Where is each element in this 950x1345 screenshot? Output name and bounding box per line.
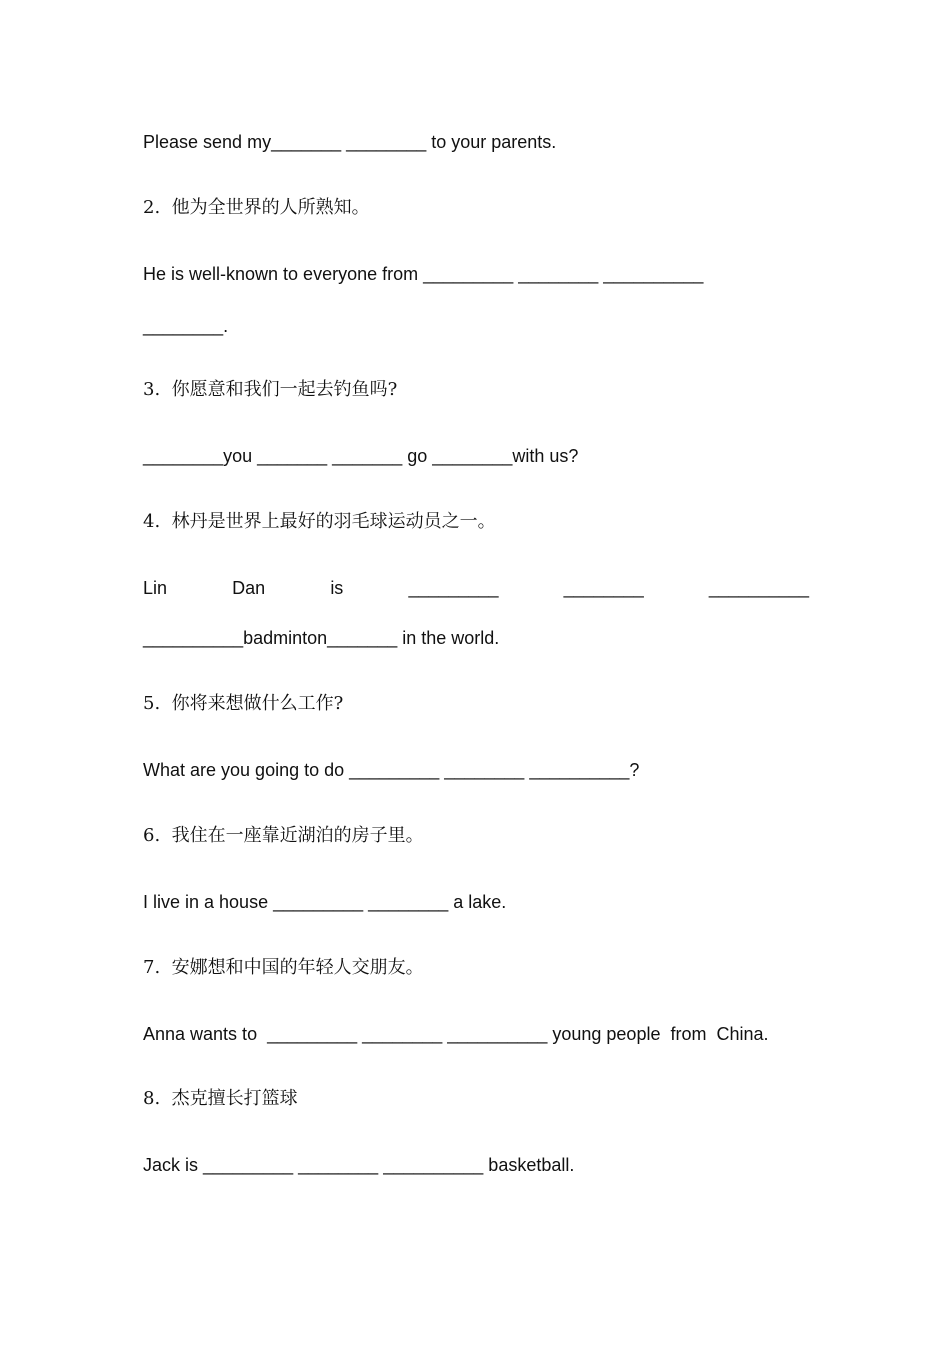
- answer-line-8: Jack is _________ ________ __________ basketball.: [143, 1155, 575, 1175]
- answer-line-4-blank: ________: [563, 578, 644, 598]
- answer-line-4-word: Dan: [232, 578, 266, 598]
- answer-line-4-blank: _________: [408, 578, 499, 598]
- answer-line-6: I live in a house _________ ________ a lake.: [143, 892, 507, 912]
- answer-line-2-continued: ________.: [143, 316, 229, 336]
- answer-line-4-continued: __________badminton_______ in the world.: [143, 628, 500, 648]
- question-3: 3. 你愿意和我们一起去钓鱼吗?: [143, 379, 398, 400]
- question-4: 4. 林丹是世界上最好的羽毛球运动员之一。: [143, 511, 496, 532]
- question-6: 6. 我住在一座靠近湖泊的房子里。: [143, 825, 424, 846]
- answer-line-4-word: Lin: [143, 578, 168, 598]
- answer-line-7: Anna wants to _________ ________ __________ young people from China.: [143, 1024, 769, 1044]
- answer-line-4-blank: __________: [708, 578, 809, 598]
- answer-line-4-word: is: [330, 578, 344, 598]
- answer-line-5: What are you going to do _________ ________ __________?: [143, 760, 640, 780]
- question-8: 8. 杰克擅长打篮球: [143, 1088, 298, 1109]
- question-2: 2. 他为全世界的人所熟知。: [143, 197, 370, 218]
- question-5: 5. 你将来想做什么工作?: [143, 693, 344, 714]
- question-7: 7. 安娜想和中国的年轻人交朋友。: [143, 957, 424, 978]
- answer-line-4: [143, 576, 809, 600]
- answer-line-2: He is well-known to everyone from _________ ________ __________: [143, 264, 704, 284]
- answer-line-3: ________you _______ _______ go ________with us?: [143, 446, 579, 466]
- answer-line-1: Please send my_______ ________ to your parents.: [143, 132, 557, 152]
